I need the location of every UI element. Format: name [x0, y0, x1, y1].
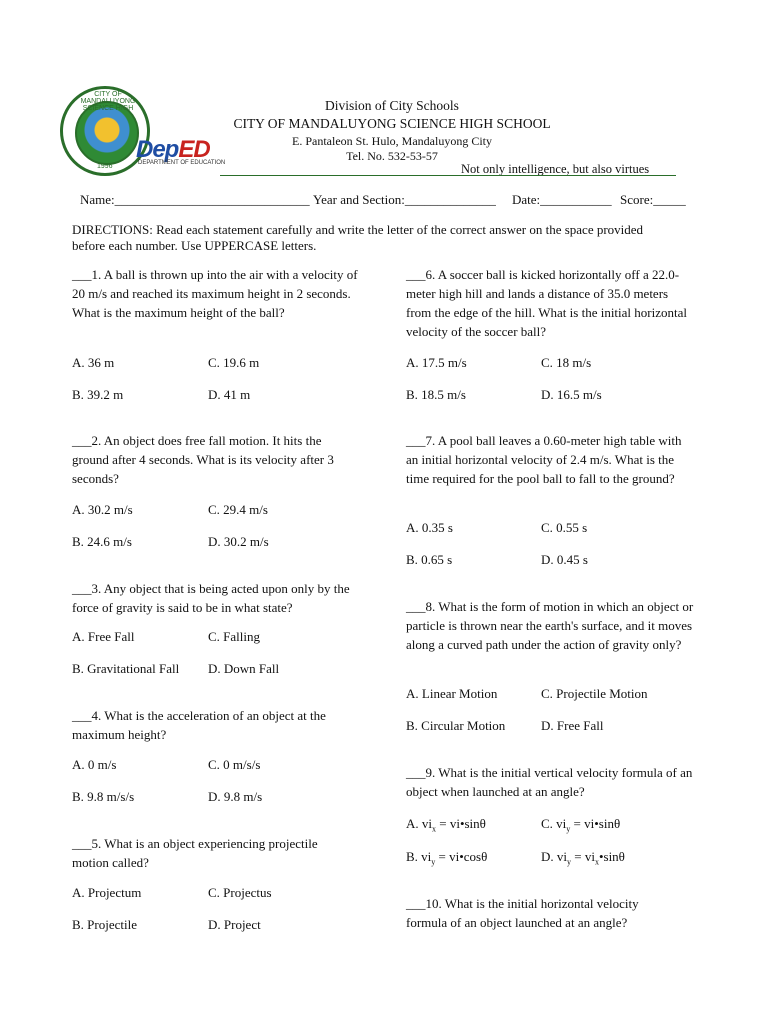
- q2-option-c: C. 29.4 m/s: [208, 502, 268, 517]
- seal-text: CITY OF MANDALUYONG SCIENCE HIGH: [80, 91, 136, 112]
- q9-option-b: B. $vi_y$ = vi•cosθ: [406, 849, 488, 867]
- q1-option-b: B. 39.2 m: [72, 387, 124, 402]
- q5-option-a: A. Projectum: [72, 885, 142, 900]
- directions-line-1: DIRECTIONS: Read each statement carefully and write the letter of the correct answer on the space provided: [72, 222, 644, 237]
- q4-option-d: D. 9.8 m/s: [208, 789, 263, 804]
- question-9: ___9. What is the initial vertical velocity formula of an object when launched at an angle?: [406, 765, 693, 799]
- question-3: ___3. Any object that is being acted upon only by the force of gravity is said to be in what state?: [72, 581, 350, 615]
- q3-option-c: C. Falling: [208, 629, 261, 644]
- school-address: E. Pantaleon St. Hulo, Mandaluyong City: [292, 134, 492, 148]
- school-motto: Not only intelligence, but also virtues: [461, 162, 650, 176]
- q9-option-a: A. $vi_x$ = vi•sinθ: [406, 816, 486, 834]
- q5-option-b: B. Projectile: [72, 917, 137, 932]
- question-10: ___10. What is the initial horizontal velocity formula of an object launched at an angle?: [406, 896, 639, 930]
- question-4: ___4. What is the acceleration of an object at the maximum height?: [72, 708, 326, 742]
- question-5: ___5. What is an object experiencing projectile motion called?: [72, 836, 318, 870]
- q1-option-d: D. 41 m: [208, 387, 251, 402]
- q2-option-d: D. 30.2 m/s: [208, 534, 269, 549]
- q9-option-d: D. $vi_y$ = $vi_x•\sin\theta$: [541, 849, 625, 867]
- q1-option-a: A. 36 m: [72, 355, 115, 370]
- q5-option-c: C. Projectus: [208, 885, 272, 900]
- q8-option-b: B. Circular Motion: [406, 718, 506, 733]
- q6-option-b: B. 18.5 m/s: [406, 387, 466, 402]
- q2-option-b: B. 24.6 m/s: [72, 534, 132, 549]
- q2-option-a: A. 30.2 m/s: [72, 502, 133, 517]
- score-field[interactable]: Score:_____: [620, 192, 686, 207]
- date-field[interactable]: Date:___________: [512, 192, 612, 207]
- question-1: ___1. A ball is thrown up into the air with a velocity of 20 m/s and reached its maximum height in 2 seconds. What is the maximum height of the ball?: [72, 267, 358, 320]
- q1-option-c: C. 19.6 m: [208, 355, 260, 370]
- q4-option-a: A. 0 m/s: [72, 757, 117, 772]
- q4-option-b: B. 9.8 m/s/s: [72, 789, 135, 804]
- question-6: ___6. A soccer ball is kicked horizontally off a 22.0-meter high hill and lands a distance of 35.0 meters from the edge of the hill. What is the initial horizontal velocity of the soccer ball?: [406, 267, 687, 339]
- q7-option-c: C. 0.55 s: [541, 520, 588, 535]
- q9-option-c: C. $vi_y$ = vi•sinθ: [541, 816, 621, 834]
- q4-option-c: C. 0 m/s/s: [208, 757, 261, 772]
- q7-option-a: A. 0.35 s: [406, 520, 453, 535]
- school-name: CITY OF MANDALUYONG SCIENCE HIGH SCHOOL: [233, 116, 551, 131]
- name-field[interactable]: Name:______________________________: [80, 192, 310, 207]
- deped-logo-ed: ED: [178, 136, 210, 163]
- question-8: ___8. What is the form of motion in which an object or particle is thrown near the earth's surface, and it moves along a curved path under the action of gravity only?: [406, 599, 694, 652]
- q6-option-d: D. 16.5 m/s: [541, 387, 602, 402]
- year-section-field[interactable]: Year and Section:______________: [313, 192, 496, 207]
- deped-logo-dep: Dep: [136, 136, 179, 163]
- q6-option-c: C. 18 m/s: [541, 355, 592, 370]
- q3-option-b: B. Gravitational Fall: [72, 661, 180, 676]
- deped-logo-subtitle: DEPARTMENT OF EDUCATION: [138, 160, 226, 166]
- q7-option-d: D. 0.45 s: [541, 552, 588, 567]
- question-7: ___7. A pool ball leaves a 0.60-meter high table with an initial horizontal velocity of 2.4 m/s. What is the time required for the pool ball to fall to the ground?: [406, 433, 682, 486]
- school-telephone: Tel. No. 532-53-57: [346, 149, 438, 163]
- q6-option-a: A. 17.5 m/s: [406, 355, 467, 370]
- seal-year: 1996: [97, 163, 113, 170]
- q3-option-a: A. Free Fall: [72, 629, 135, 644]
- q8-option-a: A. Linear Motion: [406, 686, 498, 701]
- q3-option-d: D. Down Fall: [208, 661, 280, 676]
- directions-line-2: before each number. Use UPPERCASE letters.: [72, 238, 317, 253]
- division-title: Division of City Schools: [325, 98, 459, 113]
- question-2: ___2. An object does free fall motion. It hits the ground after 4 seconds. What is its velocity after 3 seconds?: [72, 433, 334, 486]
- header-divider: [220, 175, 676, 176]
- q8-option-c: C. Projectile Motion: [541, 686, 648, 701]
- q8-option-d: D. Free Fall: [541, 718, 604, 733]
- q5-option-d: D. Project: [208, 917, 261, 932]
- q7-option-b: B. 0.65 s: [406, 552, 453, 567]
